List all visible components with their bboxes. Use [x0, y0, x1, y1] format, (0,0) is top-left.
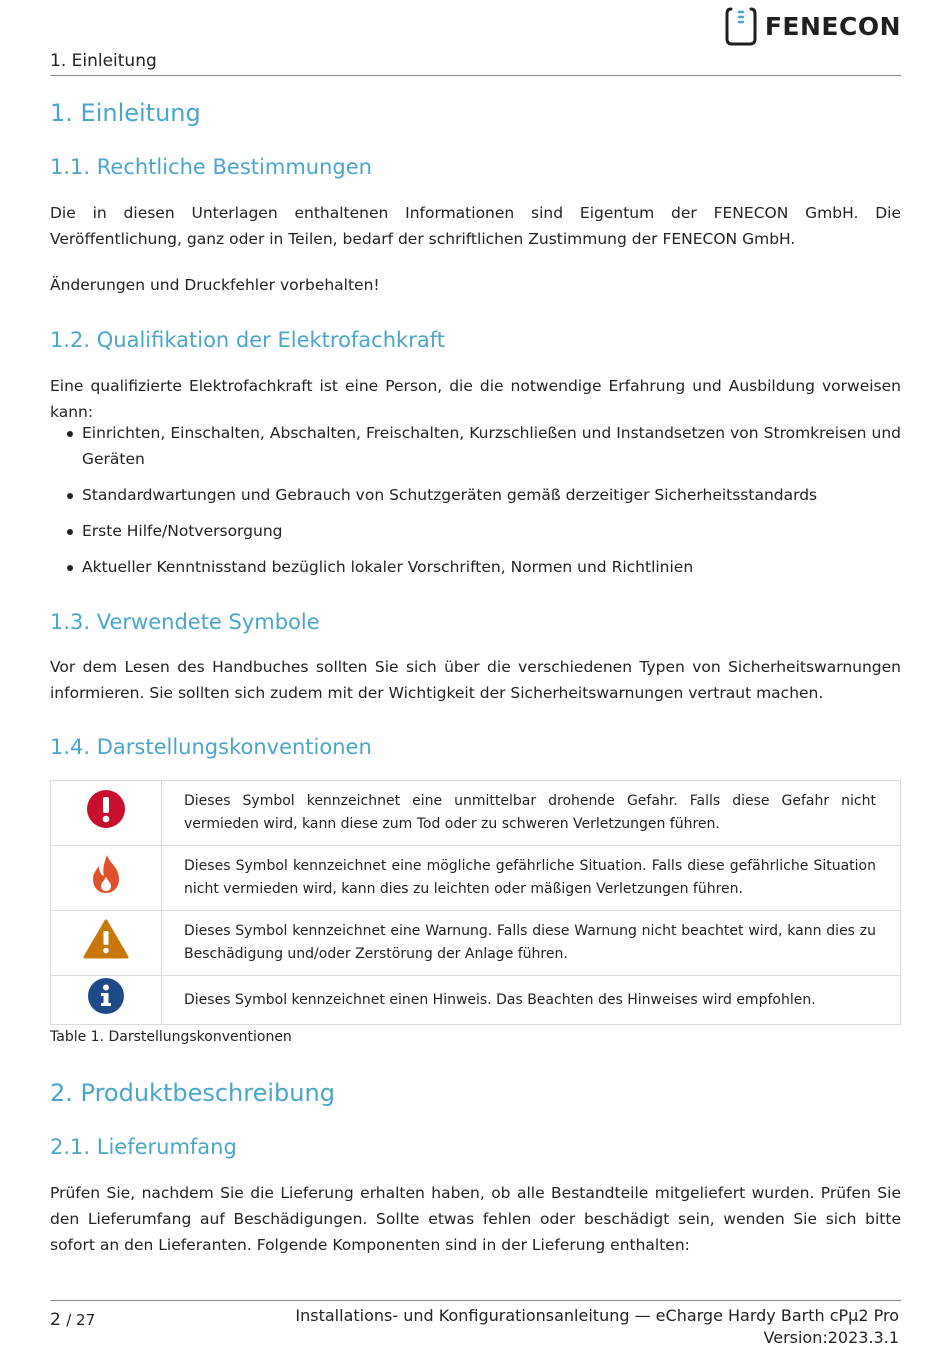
brand-logo — [725, 5, 901, 47]
footer-document-info — [295, 1305, 899, 1349]
heading-rechtliche-bestimmungen: 1.1. Rechtliche Bestimmungen — [50, 155, 372, 179]
list-item: Standardwartungen und Gebrauch von Schutzgeräten gemäß derzeitiger Sicherheitsstandards — [50, 482, 901, 508]
table-row — [51, 976, 901, 1025]
footer-divider — [50, 1300, 901, 1301]
page-current: 2 — [50, 1310, 61, 1330]
brand-name: FENECON — [764, 11, 901, 41]
heading-produktbeschreibung: 2. Produktbeschreibung — [50, 1079, 335, 1107]
conventions-table — [50, 780, 901, 1025]
qualification-list — [50, 420, 901, 590]
fire-icon — [89, 853, 123, 895]
paragraph-lieferumfang: Prüfen Sie, nachdem Sie die Lieferung erhalten haben, ob alle Bestandteile mitgeliefert wurden. Prüfen Sie den Lieferumfang auf Beschädigungen. Sollte etwas fehlen oder beschädigt sein, wenden Sie sich bitte sofort an den Lieferanten. Folgende Komponenten sind in der Lieferung enthalten: — [50, 1184, 901, 1254]
fenecon-logo-icon — [725, 6, 757, 46]
table-cell-text: Dieses Symbol kennzeichnet einen Hinweis. Das Beachten des Hinweises wird empfohlen. — [162, 976, 901, 1025]
table-caption: Table 1. Darstellungskonventionen — [50, 1029, 292, 1045]
table-row — [51, 911, 901, 976]
heading-verwendete-symbole: 1.3. Verwendete Symbole — [50, 610, 320, 634]
warning-triangle-icon — [83, 919, 129, 959]
paragraph-rechtliche-2: Änderungen und Druckfehler vorbehalten! — [50, 276, 380, 294]
table-cell-text: Dieses Symbol kennzeichnet eine mögliche gefährliche Situation. Falls diese gefährliche Situation nicht vermieden wird, kann dies zu leichten oder mäßigen Verletzungen führen. — [162, 846, 901, 911]
icon-cell — [51, 976, 162, 1025]
icon-cell — [51, 911, 162, 976]
paragraph-qualifikation: Eine qualifizierte Elektrofachkraft ist eine Person, die die notwendige Erfahrung und Ausbildung vorweisen kann: — [50, 377, 901, 421]
danger-exclamation-icon — [86, 789, 126, 829]
footer-document-title: Installations- und Konfigurationsanleitung — eCharge Hardy Barth cPμ2 Pro — [295, 1306, 899, 1325]
page-number — [50, 1310, 95, 1330]
paragraph-rechtliche-1: Die in diesen Unterlagen enthaltenen Informationen sind Eigentum der FENECON GmbH. Die Veröffentlichung, ganz oder in Teilen, bedarf der schriftlichen Zustimmung der FENECON GmbH. — [50, 204, 901, 248]
table-cell-text: Dieses Symbol kennzeichnet eine Warnung. Falls diese Warnung nicht beachtet wird, kann dies zu Beschädigung und/oder Zerstörung der Anlage führen. — [162, 911, 901, 976]
list-item: Aktueller Kenntnisstand bezüglich lokaler Vorschriften, Normen und Richtlinien — [50, 554, 901, 580]
list-item: Erste Hilfe/Notversorgung — [50, 518, 901, 544]
paragraph-symbole: Vor dem Lesen des Handbuches sollten Sie sich über die verschiedenen Typen von Sicherheitswarnungen informieren. Sie sollten sich zudem mit der Wichtigkeit der Sicherheitswarnungen vertraut machen. — [50, 658, 901, 702]
heading-einleitung: 1. Einleitung — [50, 99, 201, 127]
icon-cell — [51, 846, 162, 911]
table-row — [51, 781, 901, 846]
heading-qualifikation: 1.2. Qualifikation der Elektrofachkraft — [50, 328, 445, 352]
table-row — [51, 846, 901, 911]
heading-lieferumfang: 2.1. Lieferumfang — [50, 1135, 237, 1159]
list-item: Einrichten, Einschalten, Abschalten, Freischalten, Kurzschließen und Instandsetzen von Stromkreisen und Geräten — [50, 420, 901, 472]
heading-darstellungskonventionen: 1.4. Darstellungskonventionen — [50, 735, 372, 759]
page-total: / 27 — [66, 1311, 96, 1329]
icon-cell — [51, 781, 162, 846]
table-cell-text: Dieses Symbol kennzeichnet eine unmittelbar drohende Gefahr. Falls diese Gefahr nicht vermieden wird, kann diese zum Tod oder zu schweren Verletzungen führen. — [162, 781, 901, 846]
footer-version: Version:2023.3.1 — [763, 1328, 899, 1347]
running-header: 1. Einleitung — [50, 51, 901, 76]
info-icon — [87, 977, 125, 1015]
